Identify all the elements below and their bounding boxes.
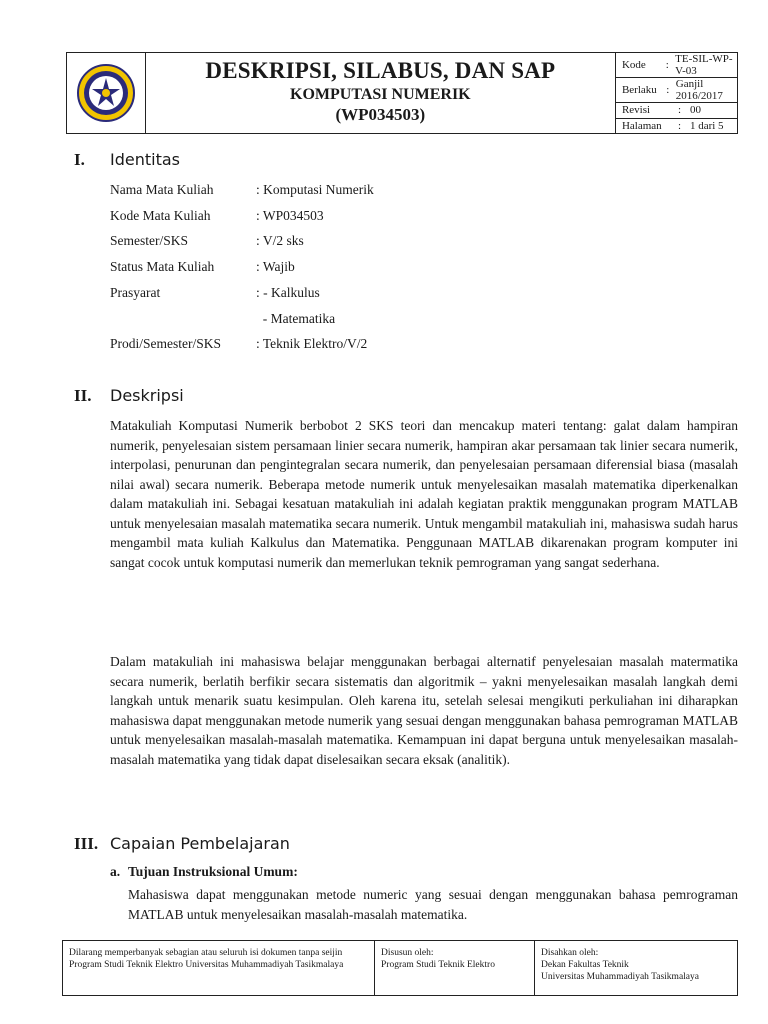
tiu-paragraph: Mahasiswa dapat menggunakan metode numeric yang sesuai dengan menggunakan bahasa pemrograman MATLAB untuk menyelesaikan masalah-masalah matematika. bbox=[128, 887, 738, 922]
document-footer bbox=[62, 940, 738, 996]
footer-prepared-by bbox=[375, 941, 535, 995]
meta-value: TE-SIL-WP-V-03 bbox=[675, 53, 733, 77]
approved-by-value-1: Dekan Fakultas Teknik bbox=[541, 960, 629, 970]
identity-row bbox=[110, 311, 335, 327]
approved-by-value-2: Universitas Muhammadiyah Tasikmalaya bbox=[541, 972, 699, 982]
section-title: Identitas bbox=[110, 150, 180, 169]
identity-value: : Teknik Elektro/V/2 bbox=[256, 336, 368, 351]
footer-copyright-text: Dilarang memperbanyak sebagian atau seluruh isi dokumen tanpa seijin Program Studi Teknik Elektro Universitas Muhammadiyah Tasikmalaya bbox=[69, 948, 344, 970]
footer-copyright bbox=[63, 941, 375, 995]
meta-value: 1 dari 5 bbox=[689, 119, 724, 132]
identity-row bbox=[110, 208, 324, 224]
description-paragraph-2: Dalam matakuliah ini mahasiswa belajar menggunakan berbagai alternatif penyelesaian masalah matermatika secara numerik, berlatih berfikir secara sistematis dan algoritmik – yakni menyelesaikan masalah langkah demi langkah untuk menarik suatu kesimpulan. Oleh karena itu, setelah selesai mengikuti perkuliahan ini diharapkan mahasiswa dapat menggunakan metode numerik yang sesuai dengan menggunakan bahasa pemrograman MATLAB untuk menyelesaikan masalah-masalah matematika. Kemampuan ini dapat berguna untuk menyelesaikan masalah-masalah matematika yang tidak dapat diselesaikan secara eksak (analitik). bbox=[110, 654, 738, 767]
identity-row bbox=[110, 336, 367, 352]
section-heading-identitas bbox=[74, 150, 180, 170]
subsection-title: Tujuan Instruksional Umum: bbox=[128, 864, 298, 879]
identity-row bbox=[110, 259, 295, 275]
meta-row: Revisi : 00 bbox=[616, 103, 737, 119]
identity-value: : WP034503 bbox=[256, 208, 324, 223]
meta-key: Halaman bbox=[621, 119, 662, 132]
prepared-by-label: Disusun oleh: bbox=[381, 948, 434, 958]
meta-key: Kode bbox=[621, 59, 646, 71]
meta-row: Halaman : 1 dari 5 bbox=[621, 119, 724, 132]
identity-key: Nama Mata Kuliah bbox=[110, 182, 214, 197]
course-code: (WP034503) bbox=[335, 105, 426, 124]
identity-value: : V/2 sks bbox=[256, 233, 304, 248]
identity-value: - Matematika bbox=[256, 311, 336, 326]
subsection-letter: a. bbox=[110, 864, 121, 879]
document-title: DESKRIPSI, SILABUS, DAN SAP bbox=[205, 58, 556, 83]
section-heading-deskripsi bbox=[74, 386, 184, 406]
identity-key bbox=[110, 311, 256, 327]
document-header bbox=[66, 52, 738, 134]
university-seal-icon bbox=[76, 63, 136, 123]
section-number: I. bbox=[74, 150, 85, 169]
footer-approved-by bbox=[535, 941, 737, 995]
meta-table bbox=[616, 53, 737, 133]
section-heading-capaian bbox=[74, 834, 290, 854]
section-number: III. bbox=[74, 834, 99, 853]
identity-key: Prodi/Semester/SKS bbox=[110, 336, 222, 351]
meta-value: Ganjil 2016/2017 bbox=[675, 78, 723, 102]
identity-key: Status Mata Kuliah bbox=[110, 259, 215, 274]
identity-key: Semester/SKS bbox=[110, 233, 189, 248]
identity-row bbox=[110, 233, 304, 249]
identity-key: Prasyarat bbox=[110, 285, 161, 300]
identity-key: Kode Mata Kuliah bbox=[110, 208, 211, 223]
meta-key: Revisi bbox=[621, 104, 651, 117]
section-title: Deskripsi bbox=[110, 386, 184, 405]
identity-value: : Komputasi Numerik bbox=[256, 182, 374, 197]
course-name: KOMPUTASI NUMERIK bbox=[290, 86, 471, 103]
logo-cell bbox=[67, 53, 146, 133]
identity-value: : - Kalkulus bbox=[256, 285, 320, 300]
title-cell bbox=[146, 53, 616, 133]
description-paragraph-1: Matakuliah Komputasi Numerik berbobot 2 SKS teori dan mencakup materi tentang: galat dalam hampiran numerik, penyelesaian sistem persamaan linier secara numerik, hampiran akar persamaan tak linier secara numerik, interpolasi, penurunan dan pengintegralan secara numerik, dan penyelesaian persamaan diferensial biasa (masalah nilai awal) secara numerik. Beberapa metode numerik untuk menyelesaikan masalah matematika diperkenalkan dalam matakuliah ini. Sebagai kesatuan matakuliah ini adalah kegiatan praktik menggunakan program MATLAB untuk menyelesaian masalah matematika secara numerik. Untuk mengambil matakuliah ini, mahasiswa sudah harus mengambil mata kuliah Kalkulus dan Matematika. Penggunaan MATLAB dikarenakan program komputer ini sangat cocok untuk komputasi numerik dan memerlukan teknik pemrograman yang sangat sederhana. bbox=[110, 418, 738, 570]
section-number: II. bbox=[74, 386, 92, 405]
meta-key: Berlaku bbox=[621, 84, 657, 96]
meta-value: 00 bbox=[689, 104, 701, 117]
section-title: Capaian Pembelajaran bbox=[110, 834, 290, 853]
meta-row: Berlaku : Ganjil 2016/2017 bbox=[616, 78, 737, 103]
prepared-by-value: Program Studi Teknik Elektro bbox=[381, 960, 495, 970]
identity-value: : Wajib bbox=[256, 259, 295, 274]
subsection-heading bbox=[110, 864, 298, 880]
meta-row: Kode : TE-SIL-WP-V-03 bbox=[616, 53, 737, 78]
identity-row bbox=[110, 285, 320, 301]
identity-row bbox=[110, 182, 374, 198]
approved-by-label: Disahkan oleh: bbox=[541, 948, 599, 958]
